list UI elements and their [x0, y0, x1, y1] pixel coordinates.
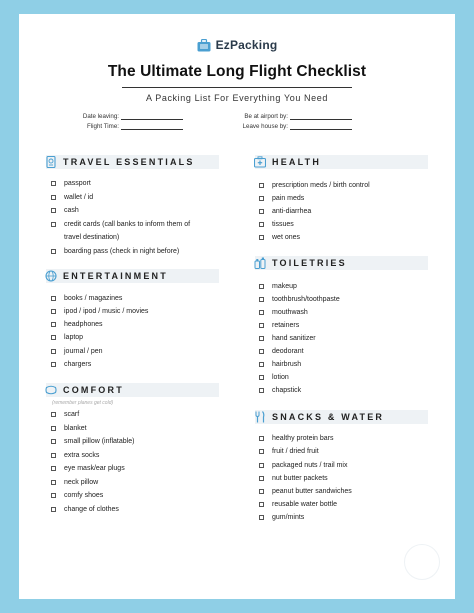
first-aid-icon: [254, 156, 266, 168]
be-at-airport-line[interactable]: [290, 113, 352, 120]
checklist-item[interactable]: [51, 295, 122, 302]
leave-house-line[interactable]: [290, 123, 352, 130]
globe-icon: [45, 270, 57, 282]
item-label: neck pillow: [64, 479, 99, 486]
checklist-item[interactable]: [51, 361, 91, 368]
toiletries-icon: [254, 257, 266, 269]
checklist-item[interactable]: [259, 182, 370, 189]
item-label: extra socks: [64, 452, 100, 459]
item-label: fruit / dried fruit: [272, 448, 319, 455]
item-label: gum/mints: [272, 514, 305, 521]
item-label: headphones: [64, 321, 103, 328]
item-label: pain meds: [272, 195, 305, 202]
checklist-item[interactable]: [51, 321, 103, 328]
checkbox[interactable]: [51, 439, 56, 444]
item-label: change of clothes: [64, 506, 119, 513]
section-toiletries: [255, 256, 428, 270]
item-label: reusable water bottle: [272, 501, 337, 508]
checklist-item[interactable]: [259, 361, 301, 368]
checklist-item[interactable]: [51, 180, 91, 187]
item-label: ipod / ipod / music / movies: [64, 308, 149, 315]
item-label: prescription meds / birth control: [272, 182, 370, 189]
section-title: COMFORT: [63, 385, 124, 395]
checklist-item[interactable]: [259, 208, 311, 215]
checkbox[interactable]: [259, 375, 264, 380]
page-subtitle: A Packing List For Everything You Need: [146, 93, 328, 103]
brand-header: [19, 38, 455, 52]
date-leaving-label: Date leaving:: [82, 113, 119, 120]
item-label: passport: [64, 180, 91, 187]
checkbox[interactable]: [259, 297, 264, 302]
checklist-item[interactable]: [259, 374, 289, 381]
checkbox[interactable]: [259, 463, 264, 468]
checklist-item[interactable]: [51, 452, 99, 459]
item-label: makeup: [272, 283, 297, 290]
item-label: packaged nuts / trail mix: [272, 462, 348, 469]
checkbox[interactable]: [259, 310, 264, 315]
item-label: retainers: [272, 322, 300, 329]
checkbox[interactable]: [51, 296, 56, 301]
checklist-item[interactable]: [51, 425, 87, 432]
brand-name: EzPacking: [215, 38, 278, 52]
checkbox[interactable]: [259, 284, 264, 289]
checklist-item[interactable]: [51, 248, 179, 255]
checklist-item[interactable]: [51, 479, 98, 486]
item-label: chapstick: [272, 387, 302, 394]
item-label: cash: [64, 207, 79, 214]
section-title: HEALTH: [272, 157, 322, 167]
checklist-item-continued: [64, 234, 119, 241]
section-entertainment: [46, 269, 219, 283]
date-leaving-line[interactable]: [121, 113, 183, 120]
checklist-item[interactable]: [259, 335, 316, 342]
checkbox[interactable]: [51, 493, 56, 498]
item-label: hand sanitizer: [272, 335, 316, 342]
checkbox[interactable]: [51, 466, 56, 471]
leave-house-label: Leave house by:: [242, 123, 288, 130]
item-label: mouthwash: [272, 309, 308, 316]
checklist-item[interactable]: [259, 296, 340, 303]
checkbox[interactable]: [259, 349, 264, 354]
item-label: nut butter packets: [272, 475, 328, 482]
checklist-item[interactable]: [259, 309, 308, 316]
item-label: eye mask/ear plugs: [64, 465, 125, 472]
utensils-icon: [254, 411, 266, 423]
checkbox[interactable]: [51, 335, 56, 340]
checkbox[interactable]: [259, 449, 264, 454]
checkbox[interactable]: [259, 209, 264, 214]
item-label: tissues: [272, 221, 294, 228]
checkbox[interactable]: [51, 453, 56, 458]
item-label: anti-diarrhea: [272, 208, 312, 215]
checkbox[interactable]: [259, 323, 264, 328]
item-label: boarding pass (check in night before): [64, 248, 180, 255]
checkbox[interactable]: [51, 249, 56, 254]
section-title: ENTERTAINMENT: [63, 271, 168, 281]
section-snacks-water: [255, 410, 428, 424]
item-label: peanut butter sandwiches: [272, 488, 352, 495]
flight-time-label: Flight Time:: [87, 123, 119, 130]
checkbox[interactable]: [51, 322, 56, 327]
checkbox[interactable]: [259, 222, 264, 227]
item-label: healthy protein bars: [272, 435, 334, 442]
checkbox[interactable]: [259, 336, 264, 341]
checklist-item[interactable]: [51, 207, 79, 214]
checklist-page: [19, 14, 455, 599]
checklist-item[interactable]: [259, 448, 319, 455]
checkbox[interactable]: [259, 476, 264, 481]
checkbox[interactable]: [259, 388, 264, 393]
checkbox[interactable]: [51, 181, 56, 186]
pillow-icon: [45, 384, 57, 396]
item-label: deodorant: [272, 348, 304, 355]
item-label: laptop: [64, 334, 84, 341]
checklist-item[interactable]: [51, 411, 79, 418]
checklist-item[interactable]: [259, 475, 328, 482]
checklist-item[interactable]: [51, 194, 93, 201]
flight-time-line[interactable]: [121, 123, 183, 130]
watermark-seal: [404, 544, 440, 580]
suitcase-icon: [197, 39, 211, 52]
checkbox[interactable]: [259, 196, 264, 201]
checkbox[interactable]: [259, 183, 264, 188]
checkbox[interactable]: [51, 362, 56, 367]
item-label: scarf: [64, 411, 80, 418]
checkbox[interactable]: [259, 436, 264, 441]
checklist-item[interactable]: [259, 283, 297, 290]
checklist-item[interactable]: [259, 387, 301, 394]
checkbox[interactable]: [259, 362, 264, 367]
checkbox[interactable]: [259, 235, 264, 240]
passport-icon: [45, 156, 57, 168]
checkbox[interactable]: [259, 515, 264, 520]
checklist-item[interactable]: [51, 308, 148, 315]
checklist-item[interactable]: [51, 492, 103, 499]
section-title: TOILETRIES: [272, 258, 347, 268]
checkbox[interactable]: [51, 222, 56, 227]
checklist-item[interactable]: [51, 348, 103, 355]
section-comfort: [46, 383, 219, 397]
checklist-item[interactable]: [259, 488, 352, 495]
checkbox[interactable]: [51, 195, 56, 200]
checkbox[interactable]: [259, 489, 264, 494]
checkbox[interactable]: [51, 507, 56, 512]
item-label: travel destination): [64, 234, 120, 241]
checkbox[interactable]: [51, 412, 56, 417]
checkbox[interactable]: [51, 426, 56, 431]
title-divider: [122, 87, 352, 88]
be-at-airport-field[interactable]: [230, 113, 352, 120]
checklist-item[interactable]: [259, 322, 299, 329]
checklist-item[interactable]: [259, 514, 304, 521]
section-health: [255, 155, 428, 169]
checklist-item[interactable]: [51, 221, 190, 228]
checklist-item[interactable]: [51, 334, 83, 341]
flight-time-field[interactable]: [75, 123, 183, 130]
checklist-item[interactable]: [51, 506, 119, 513]
checklist-item[interactable]: [259, 348, 304, 355]
item-label: books / magazines: [64, 295, 123, 302]
item-label: lotion: [272, 374, 289, 381]
item-label: small pillow (inflatable): [64, 438, 135, 445]
item-label: wet ones: [272, 234, 301, 241]
leave-house-field[interactable]: [230, 123, 352, 130]
checklist-item[interactable]: [259, 195, 304, 202]
page-title: The Ultimate Long Flight Checklist: [107, 63, 367, 80]
checkbox[interactable]: [259, 502, 264, 507]
checklist-item[interactable]: [259, 221, 294, 228]
item-label: comfy shoes: [64, 492, 104, 499]
checklist-item[interactable]: [51, 438, 134, 445]
checkbox[interactable]: [51, 208, 56, 213]
date-leaving-field[interactable]: [75, 113, 183, 120]
be-at-airport-label: Be at airport by:: [244, 113, 288, 120]
item-label: credit cards (call banks to inform them of: [64, 221, 191, 228]
section-title: SNACKS & WATER: [272, 412, 385, 422]
checklist-item[interactable]: [259, 462, 347, 469]
comfort-note: (remember planes get cold): [52, 400, 114, 406]
checkbox[interactable]: [51, 480, 56, 485]
checklist-item[interactable]: [259, 234, 300, 241]
checkbox[interactable]: [51, 349, 56, 354]
item-label: wallet / id: [64, 194, 94, 201]
checkbox[interactable]: [51, 309, 56, 314]
checklist-item[interactable]: [51, 465, 125, 472]
section-travel-essentials: [46, 155, 219, 169]
item-label: toothbrush/toothpaste: [272, 296, 340, 303]
section-title: TRAVEL ESSENTIALS: [63, 157, 195, 167]
checklist-item[interactable]: [259, 501, 337, 508]
item-label: blanket: [64, 425, 87, 432]
item-label: journal / pen: [64, 348, 103, 355]
item-label: hairbrush: [272, 361, 302, 368]
item-label: chargers: [64, 361, 92, 368]
checklist-item[interactable]: [259, 435, 333, 442]
